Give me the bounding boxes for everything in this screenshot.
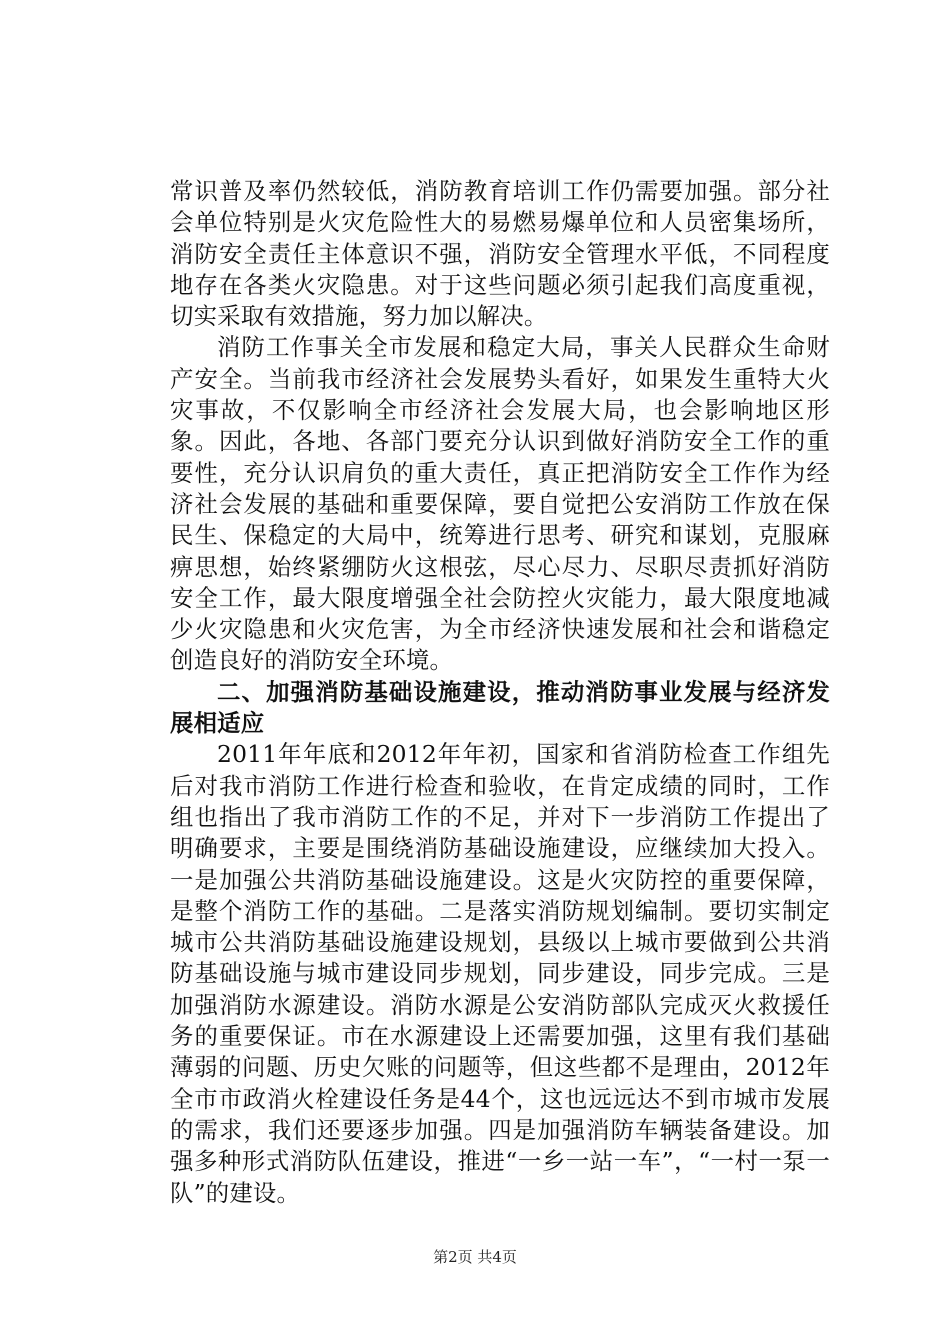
document-body	[170, 176, 830, 1209]
paragraph-fire-education-issues: 常识普及率仍然较低，消防教育培训工作仍需要加强。部分社会单位特别是火灾危险性大的易燃易爆单位和人员密集场所，消防安全责任主体意识不强，消防安全管理水平低，不同程度地存在各类火灾隐患。对于这些问题必须引起我们高度重视，切实采取有效措施，努力加以解决。	[170, 177, 830, 331]
paragraph-fire-work-importance: 消防工作事关全市发展和稳定大局，事关人民群众生命财产安全。当前我市经济社会发展势头看好，如果发生重特大火灾事故，不仅影响全市经济社会发展大局，也会影响地区形象。因此，各地、各部门要充分认识到做好消防安全工作的重要性，充分认识肩负的重大责任，真正把消防安全工作作为经济社会发展的基础和重要保障，要自觉把公安消防工作放在保民生、保稳定的大局中，统筹进行思考、研究和谋划，克服麻痹思想，始终紧绷防火这根弦，尽心尽力、尽职尽责抓好消防安全工作，最大限度增强全社会防控火灾能力，最大限度地减少火灾隐患和火灾危害，为全市经济快速发展和社会和谐稳定创造良好的消防安全环境。	[170, 333, 830, 675]
page-number-footer: 第2页 共4页	[433, 1248, 517, 1266]
paragraph-infrastructure-measures: 2011年年底和2012年年初，国家和省消防检查工作组先后对我市消防工作进行检查和验收，在肯定成绩的同时，工作组也指出了我市消防工作的不足，并对下一步消防工作提出了明确要求，主要是围绕消防基础设施建设，应继续加大投入。一是加强公共消防基础设施建设。这是火灾防控的重要保障，是整个消防工作的基础。二是落实消防规划编制。要切实制定城市公共消防基础设施建设规划，县级以上城市要做到公共消防基础设施与城市建设同步规划，同步建设，同步完成。三是加强消防水源建设。消防水源是公安消防部队完成灭火救援任务的重要保证。市在水源建设上还需要加强，这里有我们基础薄弱的问题、历史欠账的问题等，但这些都不是理由，2012年全市市政消火栓建设任务是44个，这也远远达不到市城市发展的需求，我们还要逐步加强。四是加强消防车辆装备建设。加强多种形式消防队伍建设，推进“一乡一站一车”，“一村一泵一队”的建设。	[170, 740, 830, 1207]
section-heading-infrastructure: 二、加强消防基础设施建设，推动消防事业发展与经济发展相适应	[170, 677, 830, 738]
